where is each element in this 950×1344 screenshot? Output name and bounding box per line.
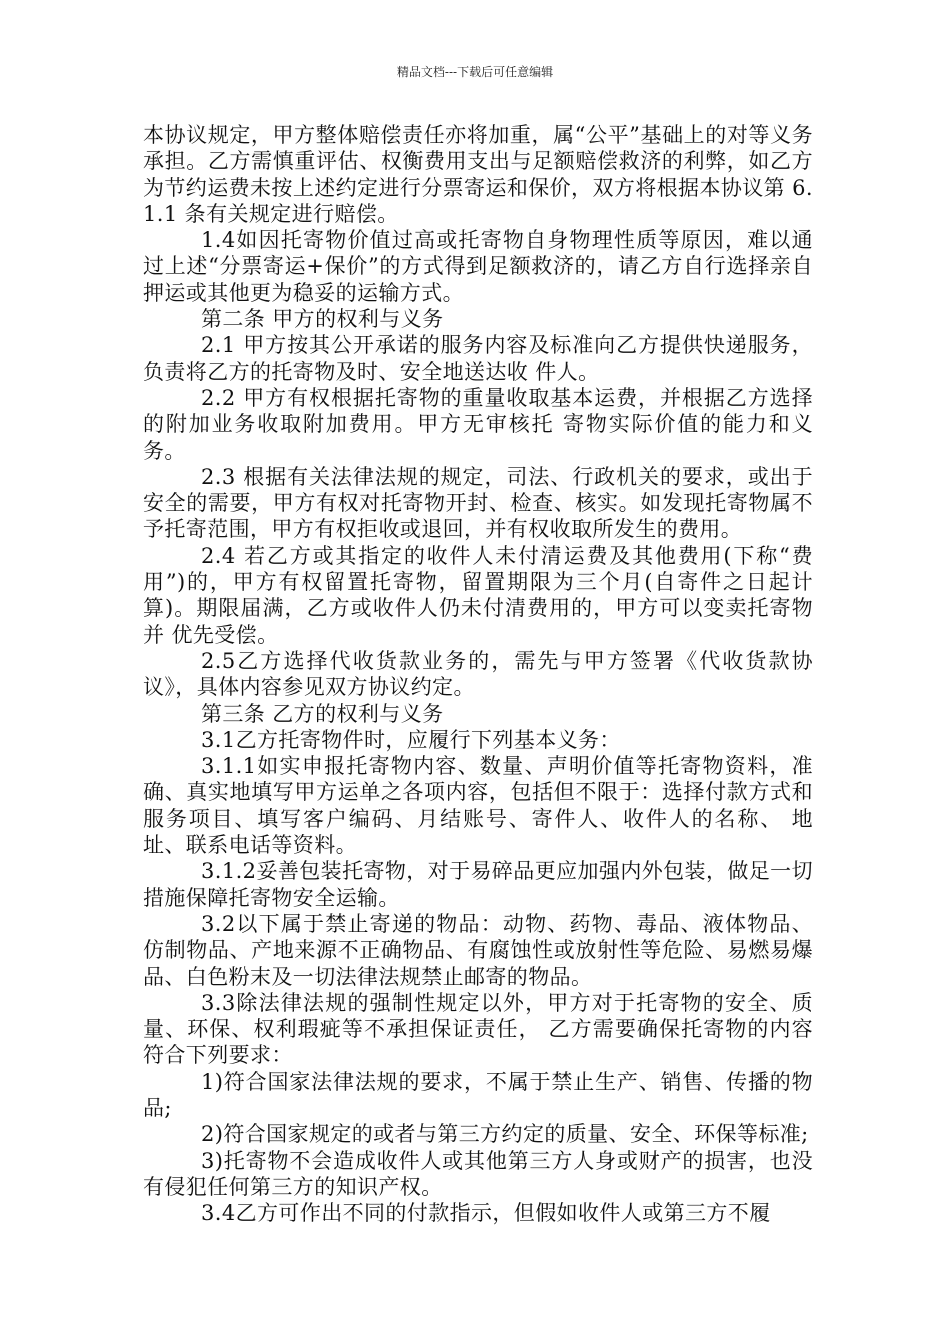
paragraph-3-3: 3.3除法律法规的强制性规定以外，甲方对于托寄物的安全、质量、环保、权利瑕疵等不承担保证责任， 乙方需要确保托寄物的内容符合下列要求：: [143, 990, 813, 1068]
paragraph-2-2: 2.2 甲方有权根据托寄物的重量收取基本运费，并根据乙方选择的附加业务收取附加费用。甲方无审核托 寄物实际价值的能力和义务。: [143, 385, 813, 463]
paragraph-3-1-2: 3.1.2妥善包装托寄物，对于易碎品更应加强内外包装，做足一切措施保障托寄物安全运输。: [143, 859, 813, 910]
section-heading-article-2: 第二条 甲方的权利与义务: [201, 307, 444, 332]
paragraph-1-4: 1.4如因托寄物价值过高或托寄物自身物理性质等原因，难以通过上述“分票寄运+保价”的方式得到足额救济的，请乙方自行选择亲自押运或其他更为稳妥的运输方式。: [143, 228, 813, 305]
paragraph-2-1: 2.1 甲方按其公开承诺的服务内容及标准向乙方提供快递服务，负责将乙方的托寄物及时、安全地送达收 件人。: [143, 333, 813, 384]
paragraph-3-2: 3.2以下属于禁止寄递的物品：动物、药物、毒品、液体物品、仿制物品、产地来源不正确物品、有腐蚀性或放射性等危险、易燃易爆品、白色粉末及一切法律法规禁止邮寄的物品。: [143, 911, 813, 989]
paragraph-2-4: 2.4 若乙方或其指定的收件人未付清运费及其他费用(下称“费用”)的，甲方有权留置托寄物，留置期限为三个月(自寄件之日起计算)。期限届满，乙方或收件人仍未付清费用的，甲方可以变卖托寄物并 优先受偿。: [143, 543, 813, 647]
paragraph-3-1: 3.1乙方托寄物件时，应履行下列基本义务：: [201, 727, 621, 752]
list-item-1: 1)符合国家法律法规的要求，不属于禁止生产、销售、传播的物品;: [143, 1069, 813, 1120]
paragraph-2-3: 2.3 根据有关法律法规的规定，司法、行政机关的要求，或出于安全的需要，甲方有权对托寄物开封、检查、核实。如发现托寄物属不予托寄范围，甲方有权拒收或退回，并有权收取所发生的费用。: [143, 464, 813, 542]
paragraph-3-1-1: 3.1.1如实申报托寄物内容、数量、声明价值等托寄物资料，准确、真实地填写甲方运单之各项内容，包括但不限于：选择付款方式和服务项目、填写客户编码、月结账号、寄件人、收件人的名称、 地址、联系电话等资料。: [143, 754, 813, 858]
document-body: [143, 122, 813, 1226]
list-item-2: 2)符合国家规定的或者与第三方约定的质量、安全、环保等标准;: [201, 1122, 809, 1147]
paragraph-2-5: 2.5乙方选择代收货款业务的，需先与甲方签署《代收货款协议》，具体内容参见双方协议约定。: [143, 648, 813, 700]
section-heading-article-3: 第三条 乙方的权利与义务: [201, 701, 444, 726]
paragraph-3-4: 3.4乙方可作出不同的付款指示，但假如收件人或第三方不履: [201, 1201, 771, 1226]
page-header: 精品文档---下载后可任意编辑: [396, 65, 554, 79]
list-item-3: 3)托寄物不会造成收件人或其他第三方人身或财产的损害，也没有侵犯任何第三方的知识产权。: [143, 1148, 813, 1199]
paragraph-liability-continuation: 本协议规定，甲方整体赔偿责任亦将加重，属“公平”基础上的对等义务承担。乙方需慎重评估、权衡费用支出与足额赔偿救济的利弊，如乙方为节约运费未按上述约定进行分票寄运和保价，双方将根据本协议第 6.1.1 条有关规定进行赔偿。: [143, 123, 813, 226]
